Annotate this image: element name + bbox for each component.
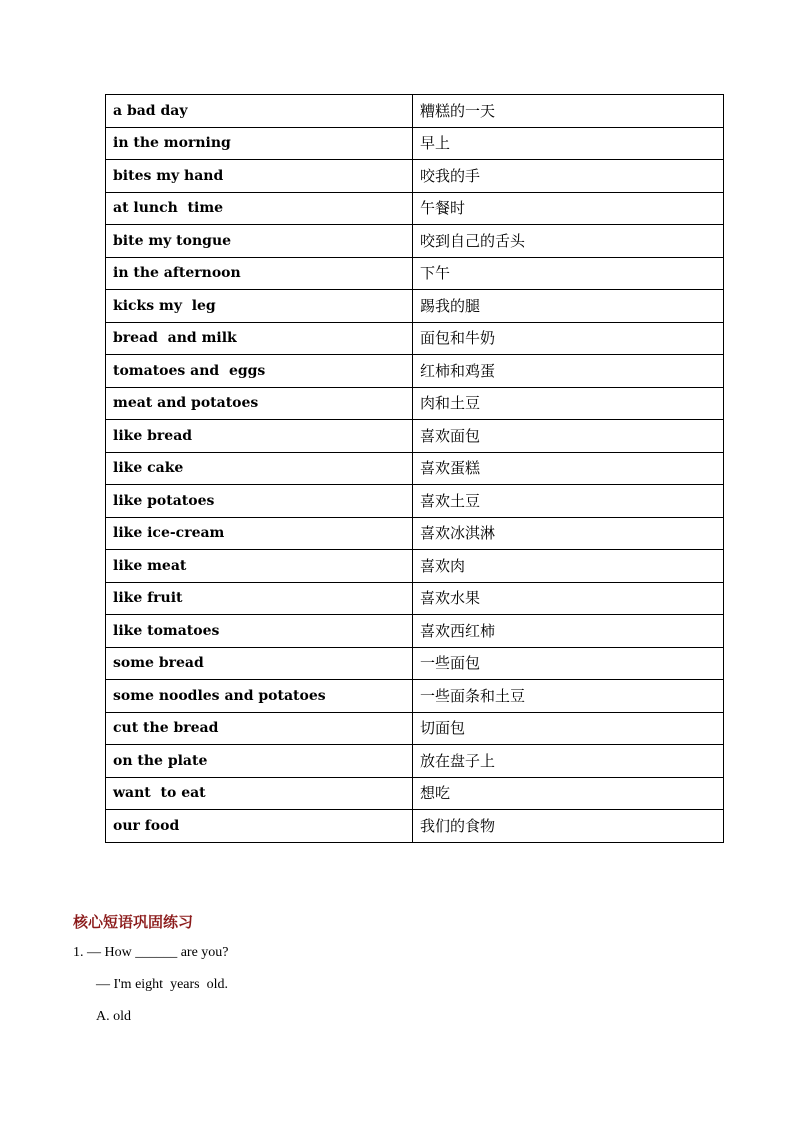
chinese-translation: 喜欢肉	[413, 550, 724, 583]
table-row	[106, 485, 724, 518]
english-phrase: at lunch time	[106, 192, 413, 225]
vocab-table	[105, 94, 724, 843]
english-phrase: bites my hand	[106, 160, 413, 193]
table-row	[106, 355, 724, 388]
english-phrase: want to eat	[106, 777, 413, 810]
vocab-table-body	[106, 95, 724, 843]
english-phrase: tomatoes and eggs	[106, 355, 413, 388]
table-row	[106, 712, 724, 745]
chinese-translation: 我们的食物	[413, 810, 724, 843]
table-row	[106, 387, 724, 420]
chinese-translation: 喜欢冰淇淋	[413, 517, 724, 550]
english-phrase: like fruit	[106, 582, 413, 615]
table-row	[106, 615, 724, 648]
table-row	[106, 192, 724, 225]
table-row	[106, 550, 724, 583]
chinese-translation: 面包和牛奶	[413, 322, 724, 355]
english-phrase: bite my tongue	[106, 225, 413, 258]
chinese-translation: 喜欢土豆	[413, 485, 724, 518]
chinese-translation: 踢我的腿	[413, 290, 724, 323]
table-row	[106, 810, 724, 843]
english-phrase: a bad day	[106, 95, 413, 128]
table-row	[106, 225, 724, 258]
english-phrase: some noodles and potatoes	[106, 680, 413, 713]
chinese-translation: 咬我的手	[413, 160, 724, 193]
chinese-translation: 一些面条和土豆	[413, 680, 724, 713]
table-row	[106, 160, 724, 193]
table-row	[106, 322, 724, 355]
english-phrase: some bread	[106, 647, 413, 680]
english-phrase: meat and potatoes	[106, 387, 413, 420]
chinese-translation: 一些面包	[413, 647, 724, 680]
table-row	[106, 127, 724, 160]
table-row	[106, 777, 724, 810]
table-row	[106, 517, 724, 550]
english-phrase: our food	[106, 810, 413, 843]
chinese-translation: 喜欢面包	[413, 420, 724, 453]
english-phrase: cut the bread	[106, 712, 413, 745]
question-1-stem: 1. — How ______ are you?	[73, 945, 229, 960]
chinese-translation: 想吃	[413, 777, 724, 810]
table-row	[106, 680, 724, 713]
question-1-answer: — I'm eight years old.	[96, 977, 228, 992]
table-row	[106, 582, 724, 615]
section-title: 核心短语巩固练习	[73, 913, 194, 931]
chinese-translation: 早上	[413, 127, 724, 160]
table-row	[106, 745, 724, 778]
english-phrase: in the morning	[106, 127, 413, 160]
english-phrase: like ice-cream	[106, 517, 413, 550]
table-row	[106, 647, 724, 680]
table-row	[106, 420, 724, 453]
english-phrase: in the afternoon	[106, 257, 413, 290]
english-phrase: bread and milk	[106, 322, 413, 355]
english-phrase: like bread	[106, 420, 413, 453]
table-row	[106, 95, 724, 128]
chinese-translation: 下午	[413, 257, 724, 290]
english-phrase: like cake	[106, 452, 413, 485]
chinese-translation: 喜欢水果	[413, 582, 724, 615]
chinese-translation: 放在盘子上	[413, 745, 724, 778]
chinese-translation: 喜欢西红柿	[413, 615, 724, 648]
english-phrase: kicks my leg	[106, 290, 413, 323]
english-phrase: like meat	[106, 550, 413, 583]
chinese-translation: 喜欢蛋糕	[413, 452, 724, 485]
chinese-translation: 午餐时	[413, 192, 724, 225]
chinese-translation: 咬到自己的舌头	[413, 225, 724, 258]
english-phrase: on the plate	[106, 745, 413, 778]
chinese-translation: 切面包	[413, 712, 724, 745]
table-row	[106, 452, 724, 485]
chinese-translation: 肉和土豆	[413, 387, 724, 420]
english-phrase: like tomatoes	[106, 615, 413, 648]
table-row	[106, 257, 724, 290]
english-phrase: like potatoes	[106, 485, 413, 518]
table-row	[106, 290, 724, 323]
question-1-option-a: A. old	[96, 1009, 131, 1024]
chinese-translation: 红柿和鸡蛋	[413, 355, 724, 388]
chinese-translation: 糟糕的一天	[413, 95, 724, 128]
